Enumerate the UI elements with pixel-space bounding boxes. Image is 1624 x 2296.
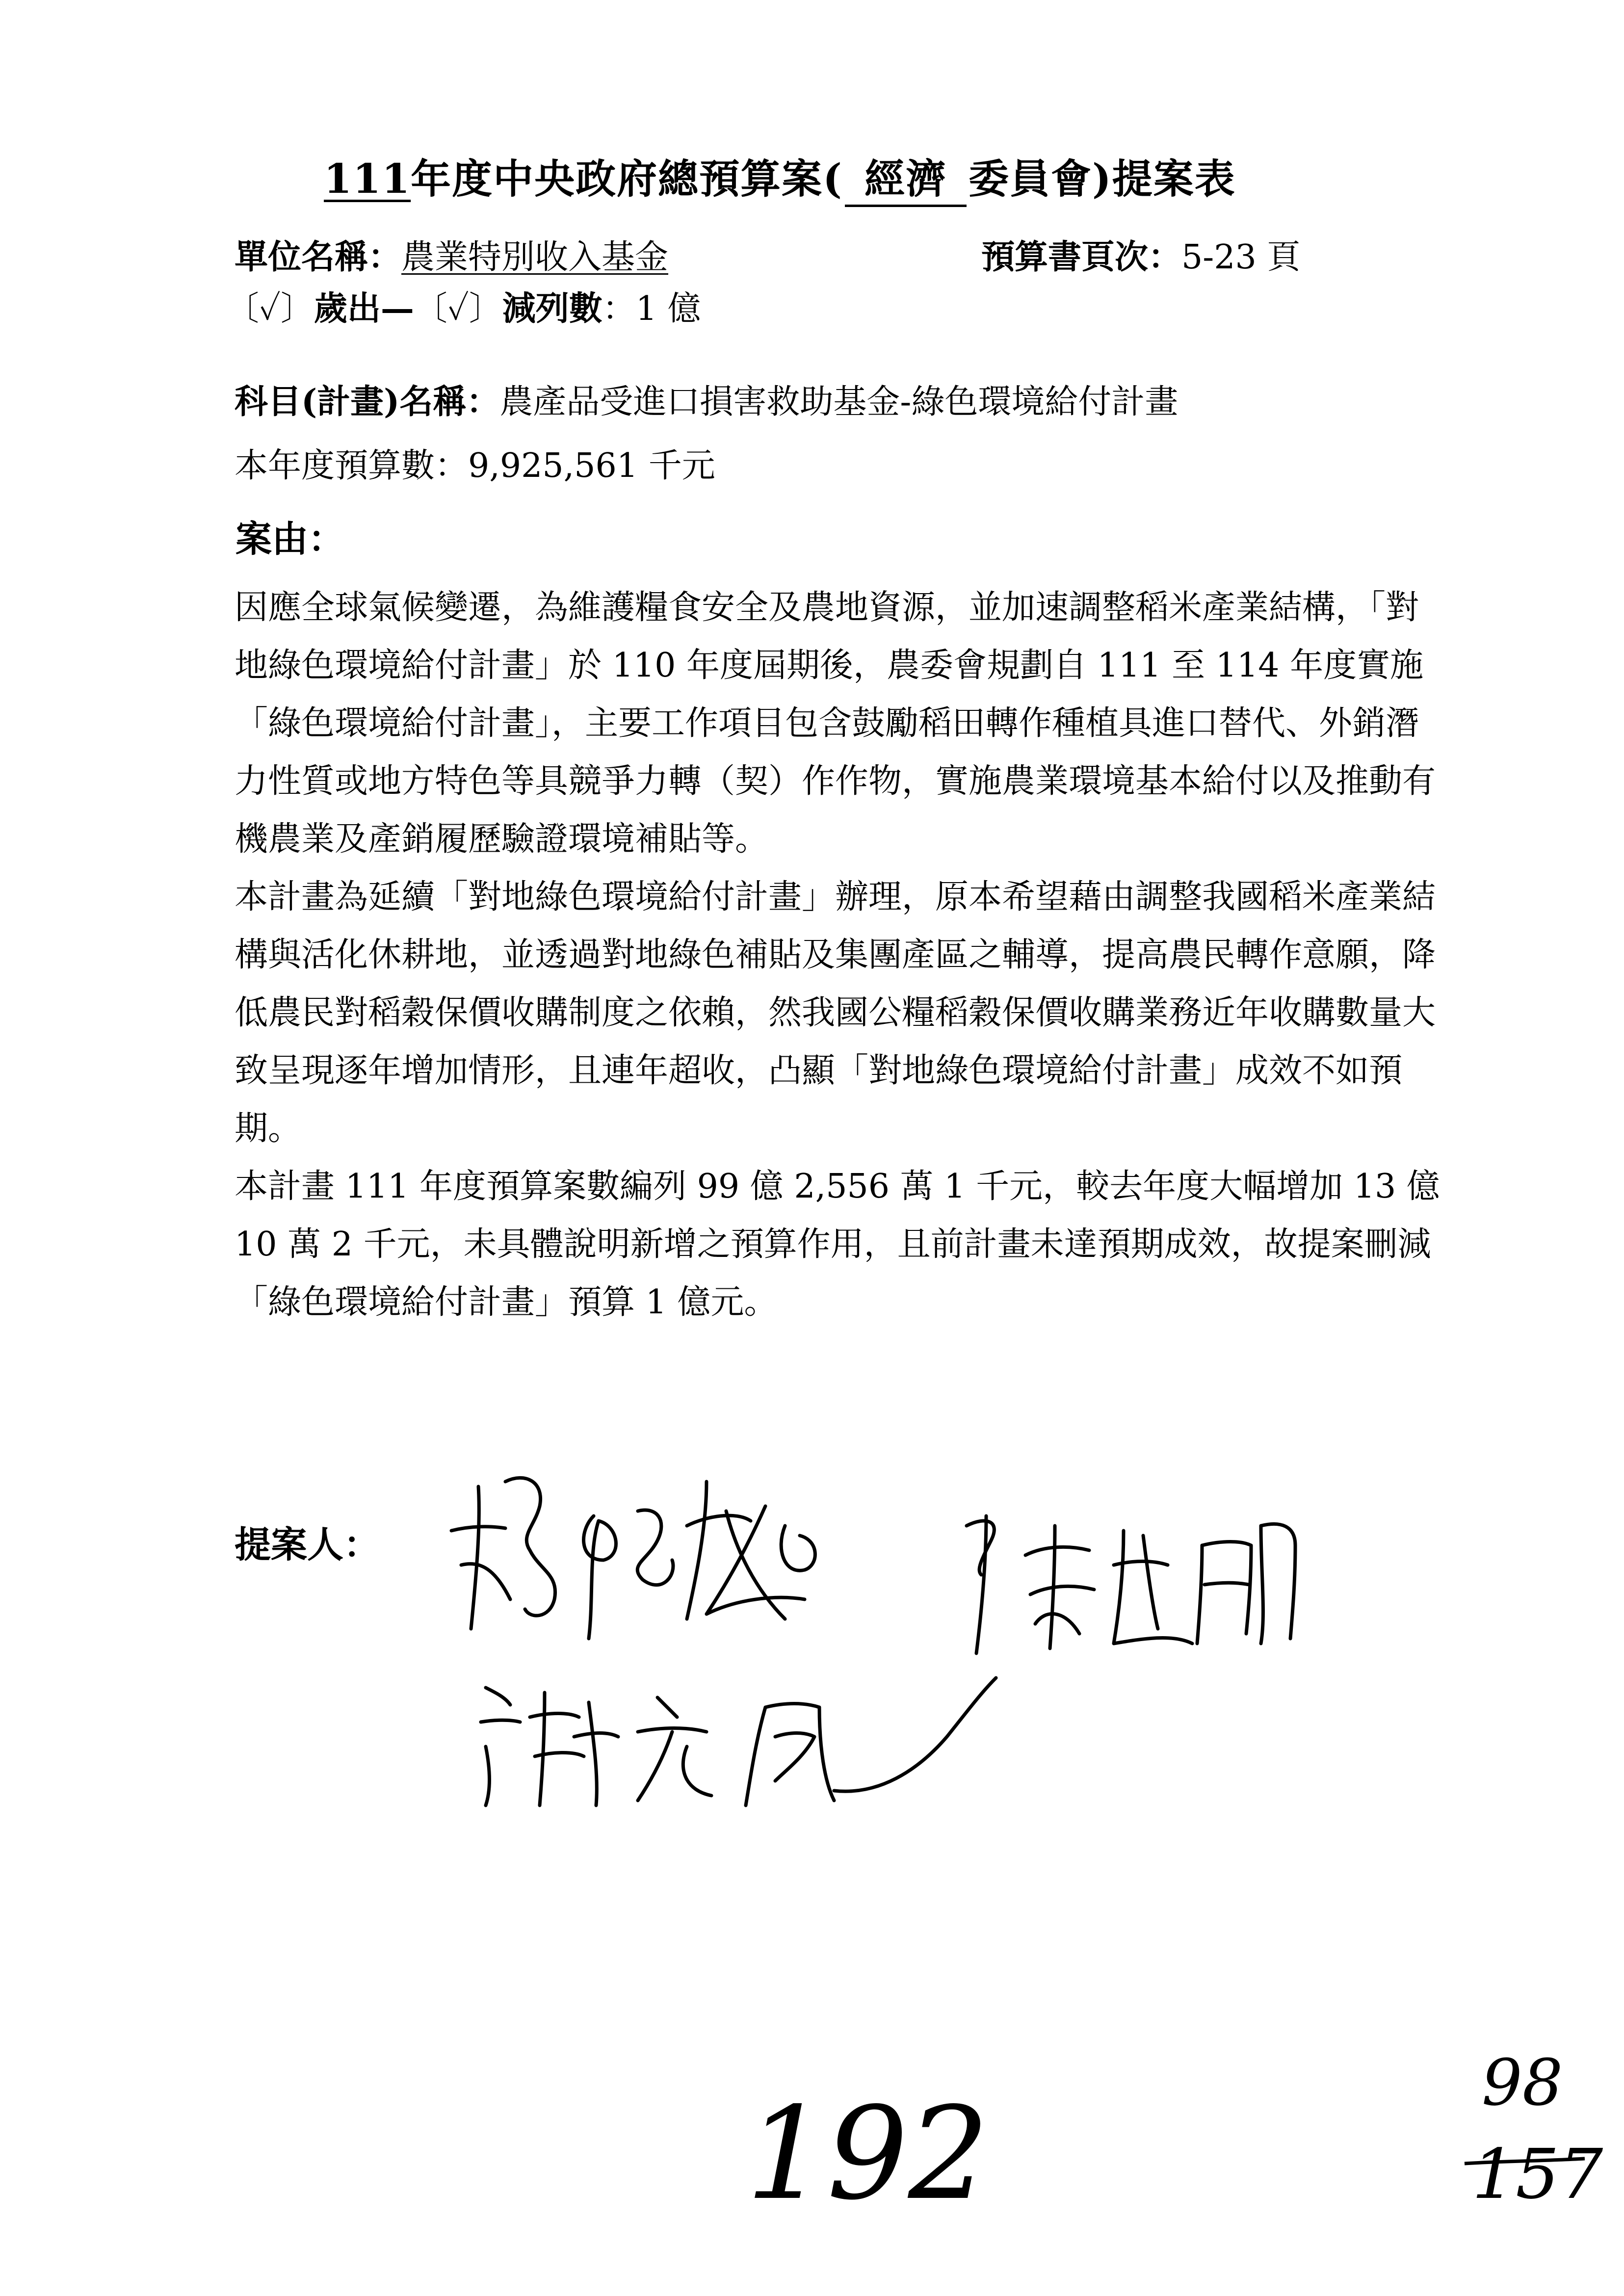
subject-label: 科目(計畫)名稱： bbox=[235, 382, 500, 421]
unit-label: 單位名稱： bbox=[235, 237, 402, 277]
corner-number-bottom: 157 bbox=[1472, 2135, 1603, 2215]
corner-number-top: 98 bbox=[1482, 2045, 1563, 2120]
proposer-label: 提案人： bbox=[235, 1524, 380, 1566]
reduction-value: ：1 億 bbox=[602, 289, 701, 328]
reason-paragraph-2: 本計畫為延續「對地綠色環境給付計畫」辦理，原本希望藉由調整我國稻米產業結構與活化休耕地，並透過對地綠色補貼及集團產區之輔導，提高農民轉作意願，降低農民對稻穀保價收購制度之依賴，然我國公糧稻穀保價收購業務近年收購數量大致呈現逐年增加情形，且連年超收，凸顯「對地綠色環境給付計畫」成效不如預期。 bbox=[235, 878, 1436, 1148]
budget-amount: 本年度預算數：9,925,561 千元 bbox=[235, 446, 715, 485]
checkbox-reduction: 〔✓〕 bbox=[414, 289, 502, 328]
reason-paragraph-1: 因應全球氣候變遷，為維護糧食安全及農地資源，並加速調整稻米產業結構，「對地綠色環境給付計畫」於 110 年度屆期後，農委會規劃自 111 至 114 年度實施「綠色環境給付計畫」，主要工作項目包含鼓勵稻田轉作種植具進口替代、外銷潛力性質或地方特色等具競爭力轉（契）作作物，實施農業環境基本給付以及推動有機農業及產銷履歷驗證環境補貼等。 bbox=[235, 588, 1436, 859]
handwritten-page-number bbox=[736, 2080, 1011, 2227]
signature-3 bbox=[461, 1658, 1025, 1820]
unit-row bbox=[235, 231, 668, 278]
signature-2 bbox=[947, 1496, 1320, 1663]
subject-value: 農產品受進口損害救助基金-綠色環境給付計畫 bbox=[499, 383, 1179, 421]
title-year: 111 bbox=[324, 156, 411, 203]
subject-row bbox=[235, 375, 1178, 423]
expenditure-label: 歲出— bbox=[314, 289, 414, 328]
budget-page-row bbox=[981, 231, 1300, 278]
budget-page-value: 5-23 頁 bbox=[1181, 238, 1301, 277]
handwritten-corner-numbers bbox=[1462, 2041, 1603, 2267]
title-prefix: 年度中央政府總預算案( bbox=[411, 156, 843, 203]
signature-1 bbox=[432, 1452, 873, 1658]
reason-heading: 案由： bbox=[236, 518, 344, 560]
title-committee: 經濟 bbox=[845, 147, 967, 207]
budget-page-label: 預算書頁次： bbox=[981, 237, 1182, 277]
checkbox-expenditure: 〔✓〕 bbox=[226, 289, 314, 328]
form-title bbox=[324, 147, 1236, 207]
handwritten-page-number-text: 192 bbox=[746, 2080, 990, 2228]
check-row bbox=[226, 282, 701, 330]
reason-paragraph-3: 本計畫 111 年度預算案數編列 99 億 2,556 萬 1 千元，較去年度大幅增加 13 億 10 萬 2 千元，未具體說明新增之預算作用，且前計畫未達預期成效，故提案刪減「綠色環境給付計畫」預算 1 億元。 bbox=[235, 1167, 1440, 1322]
reduction-label: 減列數 bbox=[502, 289, 602, 328]
title-suffix: 委員會)提案表 bbox=[969, 156, 1236, 203]
unit-value: 農業特別收入基金 bbox=[401, 238, 669, 277]
reason-body bbox=[235, 579, 1441, 1331]
